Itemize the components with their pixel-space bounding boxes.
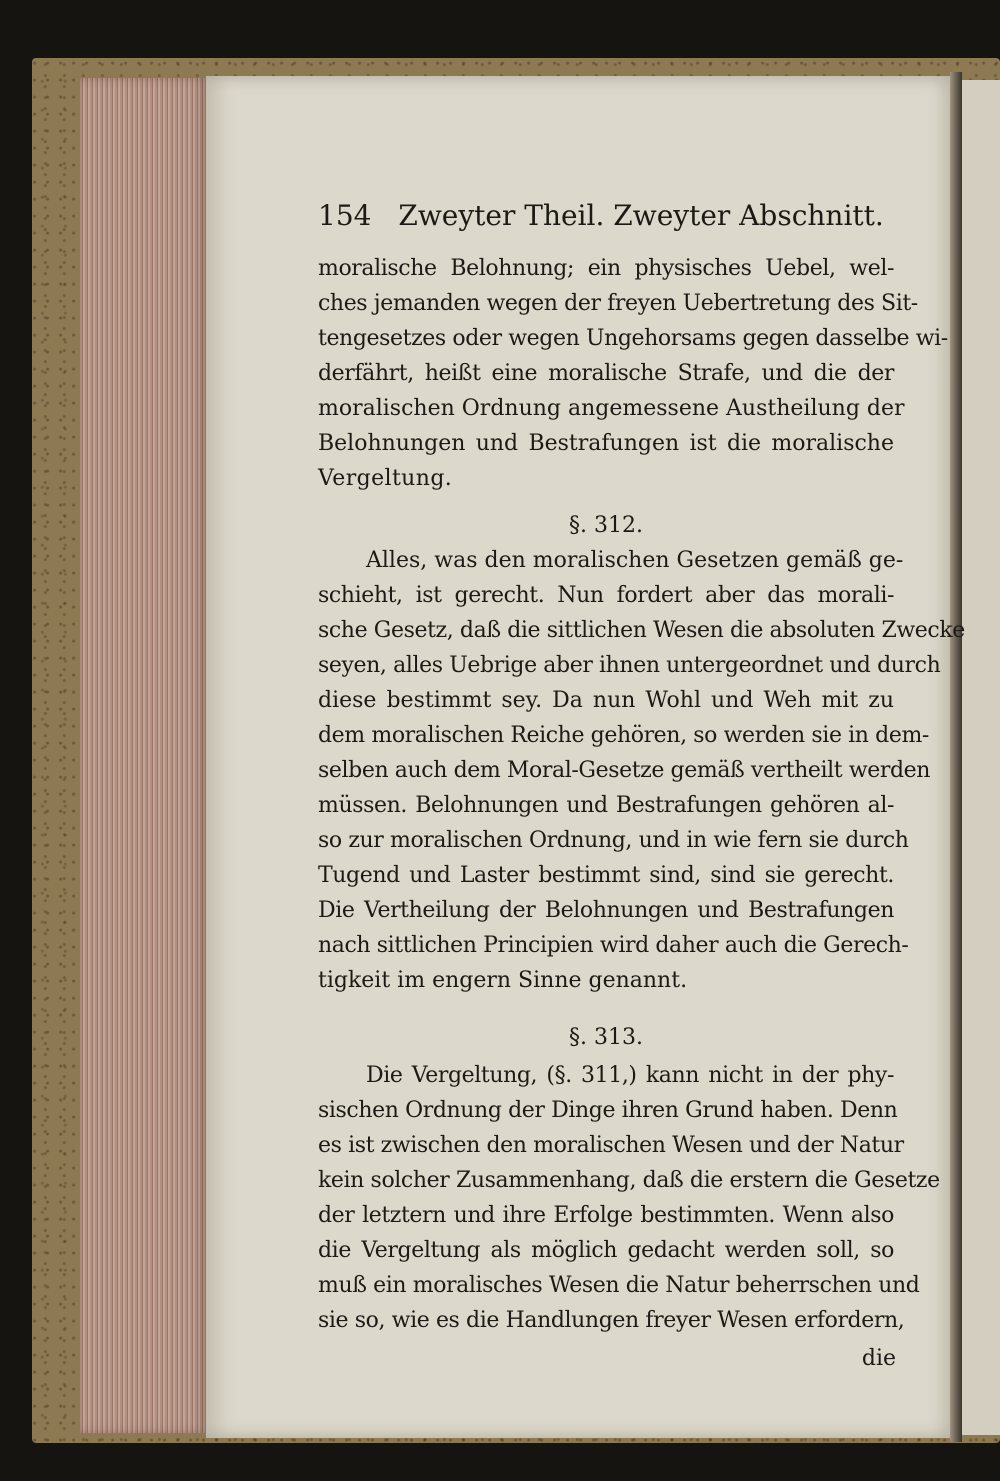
text-line: sie so, wie es die Handlungen freyer Wesen erfordern,: [318, 1308, 905, 1333]
text-line: muß ein moralisches Wesen die Natur beherrschen und: [318, 1273, 920, 1298]
catchword: die: [861, 1346, 896, 1371]
text-line: moralische Belohnung; ein physisches Uebel, wel-: [318, 256, 894, 281]
text-line: moralischen Ordnung angemessene Austheilung der: [318, 396, 905, 421]
section-heading: §. 313.: [569, 1025, 643, 1050]
running-head-title: Zweyter Theil. Zweyter Abschnitt.: [398, 199, 884, 232]
text-line: kein solcher Zusammenhang, daß die erstern die Gesetze: [318, 1168, 940, 1193]
text-line: der letztern und ihre Erfolge bestimmten. Wenn also: [318, 1203, 894, 1228]
text-line: ches jemanden wegen der freyen Uebertretung des Sit-: [318, 291, 918, 316]
page-number: 154: [318, 199, 372, 232]
text-line: Belohnungen und Bestrafungen ist die moralische: [318, 431, 894, 456]
text-line: selben auch dem Moral-Gesetze gemäß vertheilt werden: [318, 758, 931, 783]
text-line: Alles, was den moralischen Gesetzen gemäß ge-: [366, 548, 904, 573]
text-line: Die Vergeltung, (§. 311,) kann nicht in der phy-: [366, 1063, 894, 1088]
text-line: schieht, ist gerecht. Nun fordert aber das morali-: [318, 583, 894, 608]
text-line: tigkeit im engern Sinne genannt.: [318, 968, 688, 993]
running-head: [318, 196, 884, 236]
text-line: die Vergeltung als möglich gedacht werden soll, so: [318, 1238, 894, 1263]
text-line: nach sittlichen Principien wird daher auch die Gerech-: [318, 933, 909, 958]
text-line: Tugend und Laster bestimmt sind, sind sie gerecht.: [318, 863, 894, 888]
text-line: seyen, alles Uebrige aber ihnen untergeordnet und durch: [318, 653, 941, 678]
section-heading: §. 312.: [569, 513, 643, 538]
text-line: so zur moralischen Ordnung, und in wie fern sie durch: [318, 828, 909, 853]
text-line: diese bestimmt sey. Da nun Wohl und Weh mit zu: [318, 688, 894, 713]
text-line: sche Gesetz, daß die sittlichen Wesen die absoluten Zwecke: [318, 618, 965, 643]
text-line: dem moralischen Reiche gehören, so werden sie in dem-: [318, 723, 929, 748]
text-line: es ist zwischen den moralischen Wesen und der Natur: [318, 1133, 904, 1158]
text-line: Die Vertheilung der Belohnungen und Bestrafungen: [318, 898, 894, 923]
text-line: sischen Ordnung der Dinge ihren Grund haben. Denn: [318, 1098, 898, 1123]
text-line: müssen. Belohnungen und Bestrafungen gehören al-: [318, 793, 894, 818]
text-line: tengesetzes oder wegen Ungehorsams gegen dasselbe wi-: [318, 326, 948, 351]
text-line: Vergeltung.: [318, 466, 453, 491]
text-line: derfährt, heißt eine moralische Strafe, und die der: [318, 361, 894, 386]
